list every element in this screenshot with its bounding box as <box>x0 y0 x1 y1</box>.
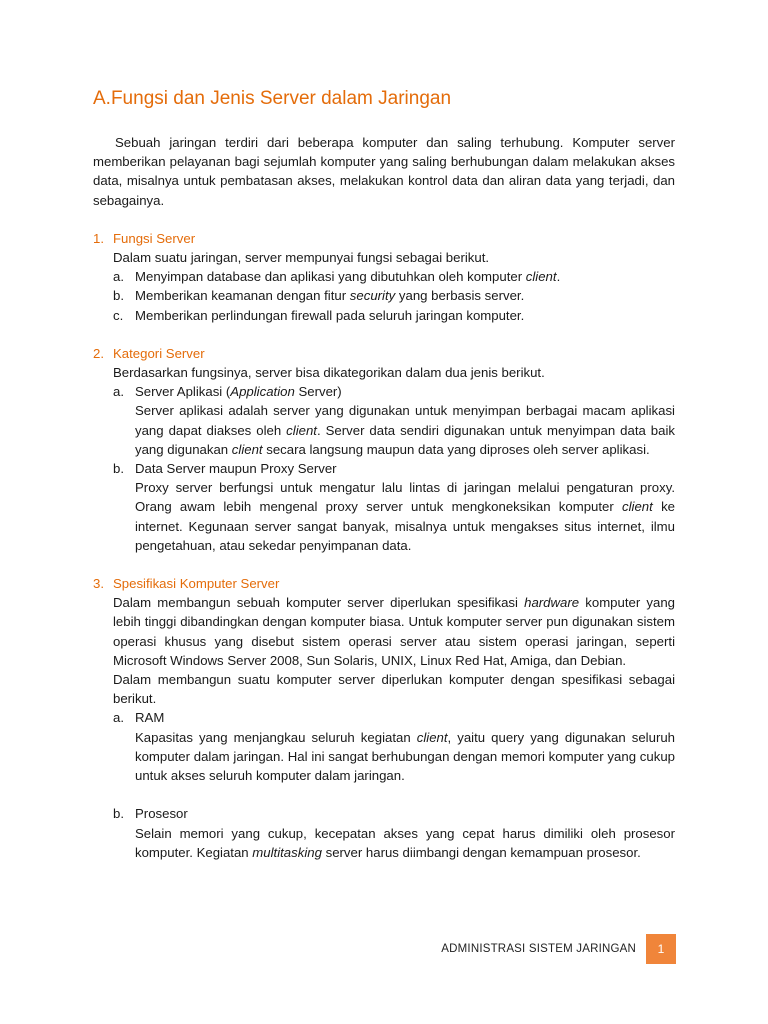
section-paragraph: Dalam membangun sebuah komputer server diperlukan spesifikasi hardware komputer yang lebih tinggi dibandingkan dengan komputer biasa. Untuk komputer server pun digunakan sistem operasi khusus yang disebut sistem operasi server atau sistem operasi jaringan, seperti Microsoft Windows Server 2008, Sun Solaris, UNIX, Linux Red Hat, Amiga, dan Debian. <box>113 595 676 668</box>
list-body: Proxy server berfungsi untuk mengatur lalu lintas di jaringan melalui pengaturan proxy. Orang awam lebih mengenal proxy server untuk mengkoneksikan komputer client ke internet. Kegunaan server sangat banyak, misalnya untuk mengakses situs internet, ilmu pengetahuan, atau sekedar penyimpanan data. <box>135 480 675 553</box>
list-item <box>113 267 675 286</box>
page-title: A.Fungsi dan Jenis Server dalam Jaringan <box>93 88 452 109</box>
list-letter: c. <box>113 307 124 323</box>
section-number: 1. <box>93 230 104 246</box>
section-heading <box>93 229 675 248</box>
section-kategori-server <box>93 344 675 555</box>
list-letter: b. <box>113 461 124 477</box>
section-number: 3. <box>93 576 104 592</box>
footer-label: ADMINISTRASI SISTEM JARINGAN <box>441 943 636 955</box>
intro-paragraph: Sebuah jaringan terdiri dari beberapa komputer dan saling terhubung. Komputer server memberikan pelayanan bagi sejumlah komputer yang saling berhubungan dalam melakukan akses data, misalnya untuk pembatasan akses, melakukan kontrol data dan aliran data yang terjadi, dan sebagainya. <box>93 135 675 208</box>
list-text: Menyimpan database dan aplikasi yang dibutuhkan oleh komputer client. <box>135 269 561 285</box>
list-letter: b. <box>113 288 124 304</box>
section-lead: Berdasarkan fungsinya, server bisa dikategorikan dalam dua jenis berikut. <box>113 365 545 381</box>
section-title: Kategori Server <box>113 345 205 361</box>
list-letter: a. <box>113 384 124 400</box>
list-title: Server Aplikasi (Application Server) <box>135 384 342 400</box>
section-heading <box>93 574 675 593</box>
list-text: Memberikan perlindungan firewall pada seluruh jaringan komputer. <box>135 307 525 323</box>
list-body: Server aplikasi adalah server yang digunakan untuk menyimpan berbagai macam aplikasi yang dapat diakses oleh client. Server data sendiri digunakan untuk menyimpan data baik yang digunakan client secara langsung maupun data yang diproses oleh server aplikasi. <box>135 403 675 457</box>
list-item <box>113 306 675 325</box>
list-title: Prosesor <box>135 806 188 822</box>
list-item <box>113 708 675 727</box>
page-content <box>93 86 675 862</box>
list-letter: a. <box>113 710 124 726</box>
list-letter: a. <box>113 269 124 285</box>
spacer <box>93 785 675 804</box>
section-paragraph: Dalam membangun suatu komputer server diperlukan komputer dengan spesifikasi sebagai berikut. <box>113 672 675 707</box>
page-footer <box>380 934 676 964</box>
list-title: Data Server maupun Proxy Server <box>135 461 337 477</box>
section-title: Fungsi Server <box>113 230 196 246</box>
page-number: 1 <box>646 934 676 964</box>
section-number: 2. <box>93 345 104 361</box>
list-item <box>113 804 675 823</box>
section-title: Spesifikasi Komputer Server <box>113 576 280 592</box>
section-heading <box>93 344 675 363</box>
list-letter: b. <box>113 806 124 822</box>
list-title: RAM <box>135 710 165 726</box>
list-body: Kapasitas yang menjangkau seluruh kegiatan client, yaitu query yang digunakan seluruh komputer dalam jaringan. Hal ini sangat berhubungan dengan memori komputer yang cukup untuk akses seluruh komputer dalam jaringan. <box>135 729 676 784</box>
list-item <box>113 382 675 401</box>
list-item <box>113 459 675 478</box>
section-spesifikasi-server <box>93 574 675 862</box>
list-text: Memberikan keamanan dengan fitur security yang berbasis server. <box>135 288 525 304</box>
section-lead: Dalam suatu jaringan, server mempunyai fungsi sebagai berikut. <box>113 250 490 266</box>
list-item <box>113 286 675 305</box>
list-body: Selain memori yang cukup, kecepatan akses yang cepat harus dimiliki oleh prosesor komputer. Kegiatan multitasking server harus diimbangi dengan kemampuan prosesor. <box>135 825 675 860</box>
section-fungsi-server <box>93 229 675 325</box>
